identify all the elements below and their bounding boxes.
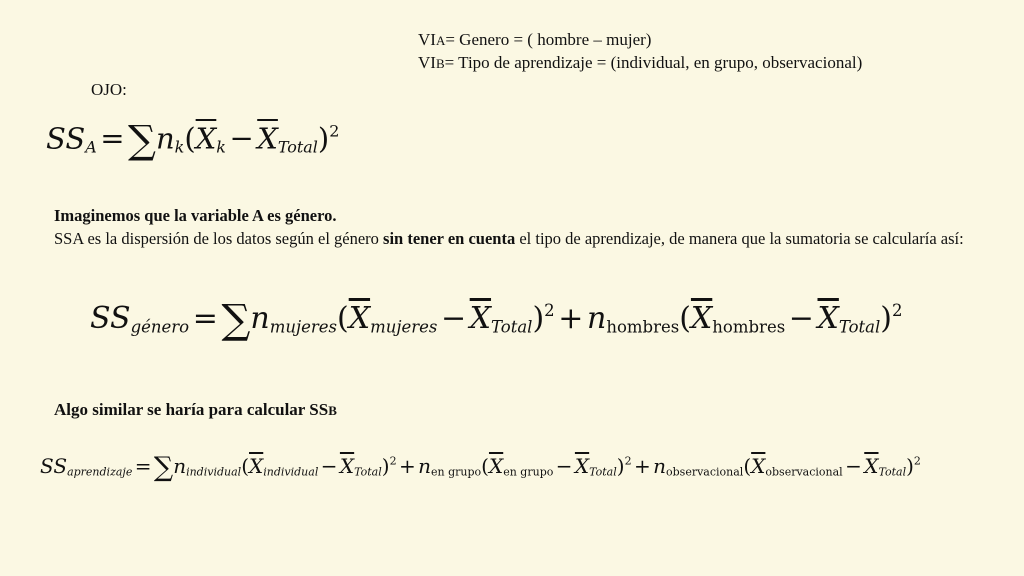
vib-rest: = Tipo de aprendizaje = (individual, en grupo, observacional) xyxy=(444,53,863,72)
variable-a-definition xyxy=(418,29,651,52)
ojo-label: OJO: xyxy=(91,80,127,99)
via-rest: = Genero = ( hombre – mujer) xyxy=(445,30,652,49)
formula-ss-genero: $SS_{género} =\sum n_{mujeres}(\overline{X}_{mujeres} - \overline{X}_{Total})^2 + n_{hombres}(\overline{X}_{hombres} - \overline{X}_{Total})^2$ xyxy=(90,295,903,343)
via-prefix: VI xyxy=(418,30,436,49)
paragraph-body: SSA es la dispersión de los datos según el género sin tener en cuenta el tipo de aprendizaje, de manera que la sumatoria se calcularía así: xyxy=(54,229,964,248)
algo-similar-text: Algo similar se haría para calcular SSB xyxy=(54,400,337,419)
paragraph-heading: Imaginemos que la variable A es género. xyxy=(54,206,337,225)
vib-prefix: VI xyxy=(418,53,436,72)
formula-ss-a: $SS_A =\sum n_k(\overline{X}_k - \overline{X}_{Total})^2$ xyxy=(46,118,340,163)
via-letter: A xyxy=(435,33,446,48)
explanation-paragraph xyxy=(54,204,974,250)
variable-b-definition xyxy=(418,52,862,75)
formula-ss-aprendizaje: $SS_{aprendizaje} =\sum n_{individual}(\overline{X}_{individual} - \overline{X}_{Total})^2 + n_{en grupo}(\overline{X}_{en grupo} - \overline{X}_{Total})^2 + n_{observacional}(\overline{X}_{observacional} - \overline{X}_{Total})^2$ xyxy=(40,452,921,483)
vib-letter: B xyxy=(435,56,445,71)
